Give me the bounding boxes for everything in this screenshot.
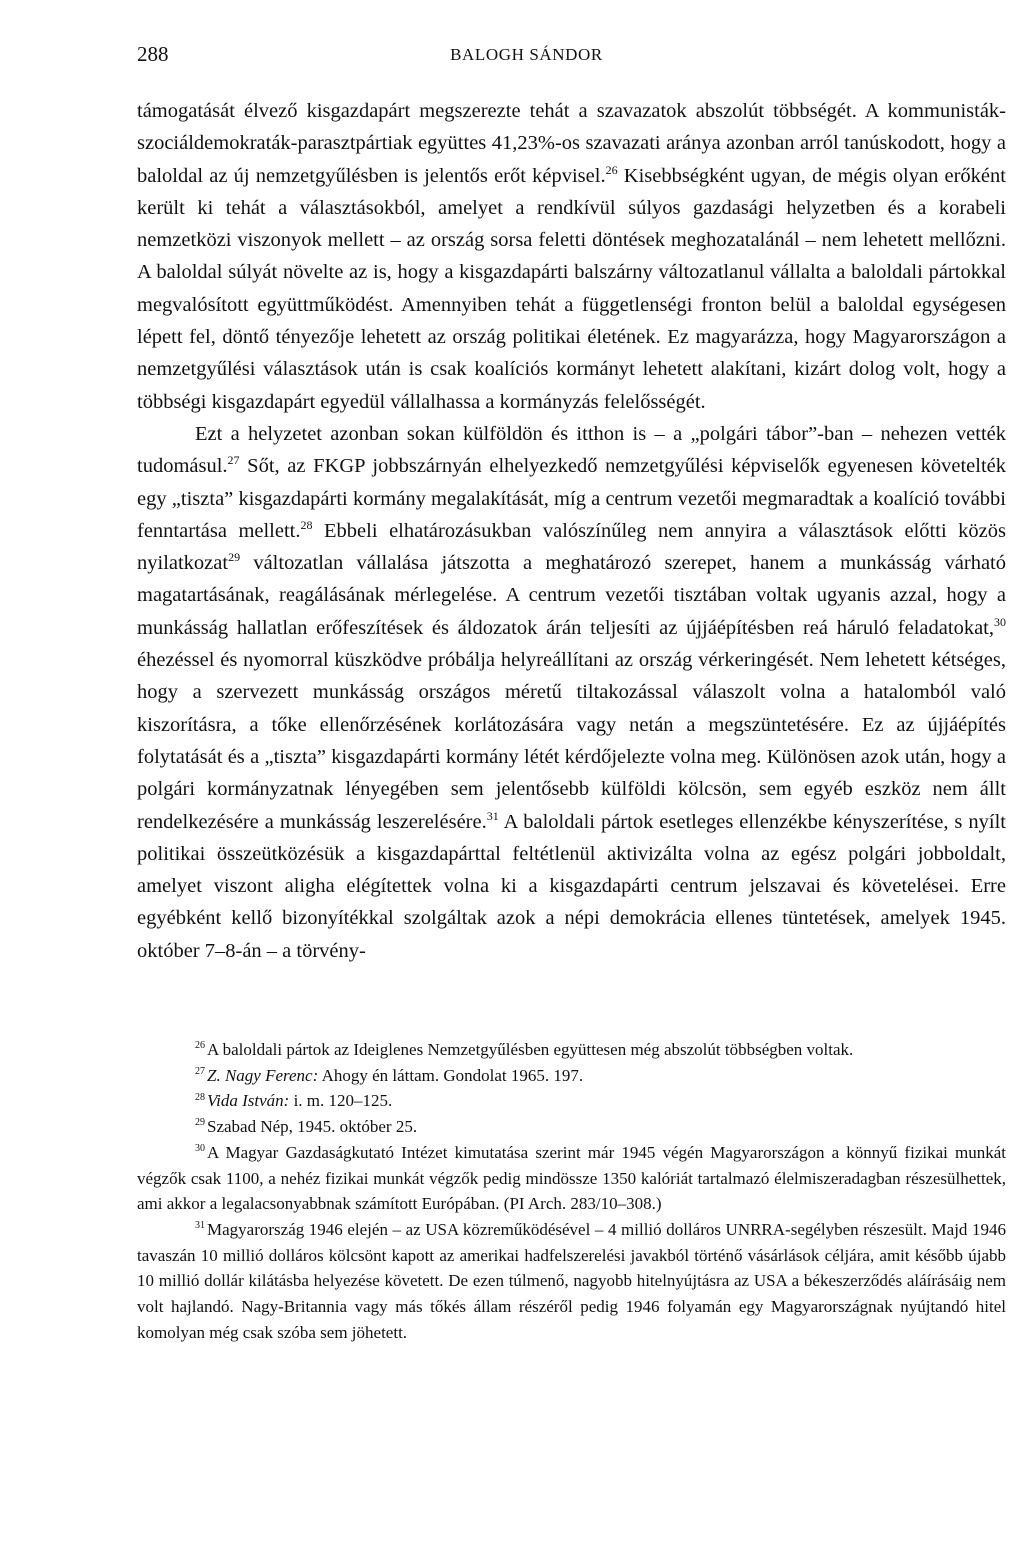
footnote-text: A Magyar Gazdaságkutató Intézet kimutatása szerint már 1945 végén Magyarországon a könnyű fizikai munkát végzők csak 1100, a nehéz fizikai munkát végzők pedig mindössze 1350 kalóriát tartalmazó élelmiszeradagban részesülhettek, ami akkor a legalacsonyabbnak számított Európában. (PI Arch. 283/10–308.): [137, 1142, 1006, 1214]
text-segment: Kisebbségként ugyan, de mégis olyan erőként került ki tehát a választásokból, amelyet a rendkívül súlyos gazdasági helyzetben és a korabeli nemzetközi viszonyok mellett – az ország sorsa feletti döntések meghozatalánál – nem lehetett mellőzni. A baloldal súlyát növelte az is, hogy a kisgazdapárti balszárny változatlanul vállalta a baloldali pártokkal megvalósított együttműködést. Amennyiben tehát a függetlenségi fronton belül a baloldal egységesen lépett fel, döntő tényezője lehetett az ország politikai életének. Ez magyarázza, hogy Magyarországon a nemzetgyűlési választások után is csak koalíciós kormányt lehetett alakítani, kizárt dolog volt, hogy a többségi kisgazdapárt egyedül vállalhassa a kormányzás felelősségét.: [137, 164, 1006, 413]
footnote-mark: 30: [195, 1143, 205, 1155]
footnote-mark: 29: [195, 1117, 205, 1129]
text-segment: éhezéssel és nyomorral küszködve próbálja helyreállítani az ország vérkeringését. Nem lehetett kétséges, hogy a szervezett munkásság országos méretű tiltakozással válaszolt volna a hatalomból való kiszorításra, a tőke ellenőrzésének korlátozására vagy netán a megszüntetésére. Ez az újjáépítés folytatását és a „tiszta” kisgazdapárti kormány létét kérdőjelezte volna meg. Különösen azok után, hogy a polgári kormányzatnak lényegében sem jelentősebb külföldi kölcsön, sem egyéb eszköz nem állt rendelkezésére a munkásság leszerelésére.: [137, 649, 1006, 833]
paragraph-2: [137, 418, 1006, 967]
footnote-30: [137, 1140, 1006, 1217]
footnote-mark: 28: [195, 1091, 205, 1103]
page-header: [137, 42, 916, 72]
text-segment: Ezt a helyzetet azonban sokan külföldön és itthon is – a „polgári tábor”-ban – nehezen vették tudomásul.: [137, 422, 1006, 478]
text-segment: változatlan vállalása játszotta a meghatározó szerepet, hanem a munkásság várható magatartásának, reagálásának mérlegelése. A centrum vezetői tisztában voltak ugyanis azzal, hogy a munkásság hallatlan erőfeszítések és áldozatok árán teljesíti az újjáépítésben reá háruló feladatokat,: [137, 552, 1006, 639]
footnote-text: Magyarország 1946 elején – az USA közreműködésével – 4 millió dolláros UNRRA-segélyben részesült. Majd 1946 tavaszán 10 millió dolláros kölcsönt kapott az amerikai hadfelszerelési javakból történő vásárlások céljára, amit később újabb 10 millió dollár kilátásba helyezése követett. De ezen túlmenő, nagyobb hitelnyújtásra az USA a békeszerződés aláírásáig nem volt hajlandó. Nagy-Britannia vagy más tőkés állam részéről pedig 1946 folyamán egy Magyarországnak nyújtandó hitel komolyan még csak szóba sem jöhetett.: [137, 1219, 1006, 1342]
footnote-mark: 26: [195, 1040, 205, 1052]
footnote-text: Ahogy én láttam. Gondolat 1965. 197.: [318, 1065, 584, 1085]
text-segment: támogatását élvező kisgazdapárt megszerezte tehát a szavazatok abszolút többségét. A kommunisták-szociáldemokraták-parasztpártiak együttes 41,23%-os szavazati aránya azonban arról tanúskodott, hogy a baloldal az új nemzetgyűlésben is jelentős erőt képvisel.: [137, 100, 1006, 187]
footnote-mark: 27: [195, 1066, 205, 1078]
footnote-29: [137, 1114, 1006, 1140]
paragraph-1: [137, 95, 1006, 418]
footnote-ref-26: 26: [605, 162, 618, 177]
footnote-27: [137, 1063, 1006, 1089]
footnote-ref-27: 27: [227, 453, 240, 468]
footnote-text: i. m. 120–125.: [289, 1091, 393, 1111]
footnote-author: Vida István:: [207, 1091, 290, 1111]
footnote-28: [137, 1088, 1006, 1114]
footnote-mark: 31: [195, 1220, 205, 1232]
footnote-ref-28: 28: [300, 518, 313, 533]
text-segment: Sőt, az FKGP jobbszárnyán elhelyezkedő nemzetgyűlési képviselők egyenesen követelték egy „tiszta” kisgazdapárti kormány megalakítását, míg a centrum vezetői megmaradtak a koalíció további fenntartása mellett.: [137, 455, 1006, 542]
footnote-author: Z. Nagy Ferenc:: [207, 1065, 319, 1085]
footnote-text: A baloldali pártok az Ideiglenes Nemzetgyűlésben együttesen még abszolút többségben voltak.: [207, 1040, 854, 1059]
footnote-ref-31: 31: [486, 808, 499, 823]
footnote-ref-29: 29: [228, 550, 241, 565]
running-head: BALOGH SÁNDOR: [450, 45, 603, 64]
footnote-text: Szabad Nép, 1945. október 25.: [207, 1117, 418, 1137]
footnotes: [137, 1037, 1006, 1345]
text-segment: Ebbeli elhatározásukban valószínűleg nem annyira a választások előtti közös nyilatkozat: [137, 519, 1006, 575]
footnote-31: [137, 1217, 1006, 1346]
body-text: [137, 95, 1006, 967]
text-segment: A baloldali pártok esetleges ellenzékbe kényszerítése, s nyílt politikai összeütközésük a kisgazdapárttal feltétlenül aktivizálta volna az egész polgári jobboldalt, amelyet viszont aligha elégítettek volna ki a kisgazdapárti centrum jelszavai és követelései. Erre egyébként kellő bizonyítékkal szolgáltak azok a népi demokrácia ellenes tüntetések, amelyek 1945. október 7–8-án – a törvény-: [137, 810, 1006, 962]
footnote-26: [137, 1037, 1006, 1063]
footnote-ref-30: 30: [994, 614, 1006, 629]
page-number: 288: [137, 42, 169, 66]
